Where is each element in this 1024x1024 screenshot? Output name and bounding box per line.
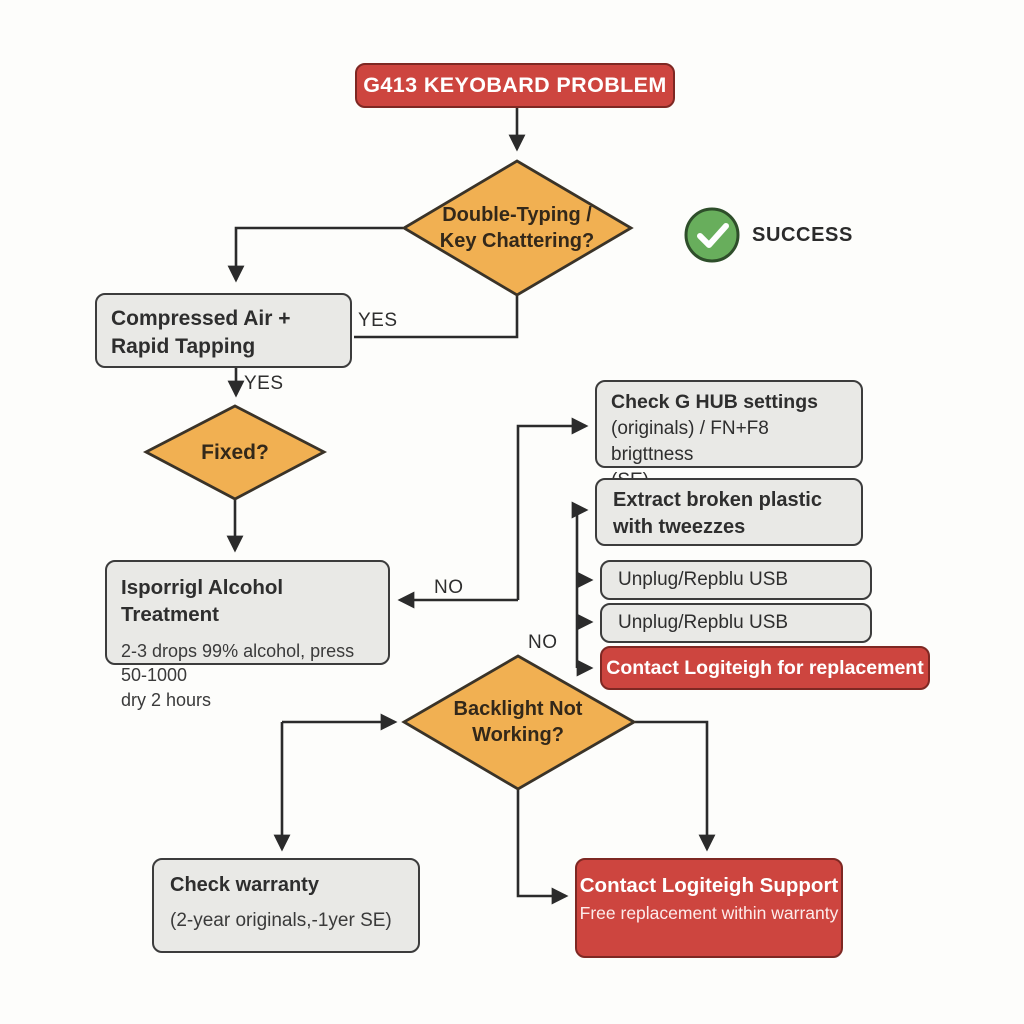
edge-label-yes-1: YES — [358, 310, 398, 331]
process-check-warranty: Check warranty (2-year originals,-1yer SE) — [152, 858, 420, 953]
success-label: SUCCESS — [752, 224, 853, 246]
success-check-circle-icon — [686, 209, 738, 261]
process-unplug-usb-1: Unplug/Repblu USB — [600, 560, 872, 600]
edge-label-no-2: NO — [528, 632, 558, 653]
decision-double-typing-label: Double-Typing / Key Chattering? — [439, 204, 595, 252]
connector-backlight-bottom-to-support-left — [518, 790, 566, 896]
terminal-contact-support: Contact Logiteigh Support Free replacement within warranty — [575, 858, 843, 958]
process-extract-plastic: Extract broken plastic with tweezzes — [595, 478, 863, 546]
edge-label-no-1: NO — [434, 577, 464, 598]
decision-fixed-label: Fixed? — [201, 441, 269, 464]
connector-double-typing-to-compressed — [236, 228, 403, 280]
connector-backlight-right-to-support-top — [635, 722, 707, 849]
process-check-ghub: Check G HUB settings (originals) / FN+F8 brigttness — [595, 380, 863, 468]
process-compressed-air: Compressed Air + Rapid Tapping — [95, 293, 352, 368]
flowchart-title-label: G413 KEYOBARD PROBLEM — [363, 73, 667, 97]
flowchart-title-node — [355, 63, 675, 108]
process-alcohol-treatment: Isporrigl Alcohol Treatment 2-3 drops 99% alcohol, press 50-1000 dry 2 hours — [105, 560, 390, 665]
connector-bus2-to-extract — [577, 510, 586, 668]
decision-backlight-label: Backlight Not Working? — [453, 698, 583, 746]
edge-label-yes-2: YES — [244, 373, 284, 394]
terminal-contact-replacement: Contact Logiteigh for replacement — [600, 646, 930, 690]
process-unplug-usb-2: Unplug/Repblu USB — [600, 603, 872, 643]
